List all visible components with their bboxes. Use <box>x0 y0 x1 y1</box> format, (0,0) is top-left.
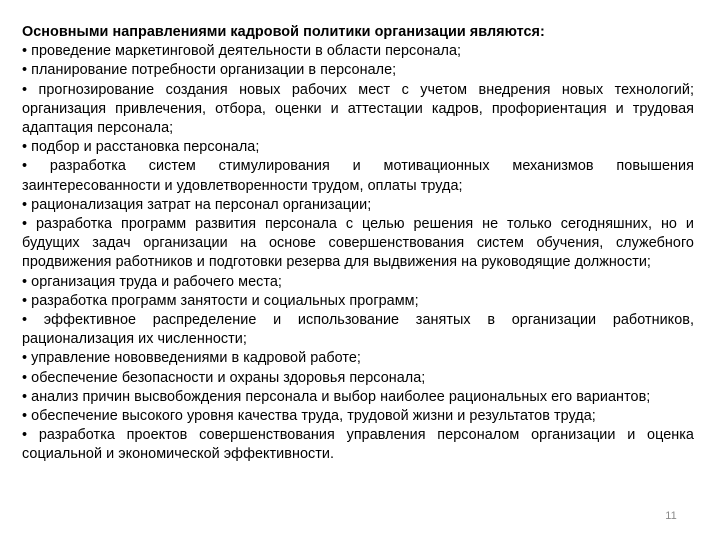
list-item: • разработка программ занятости и социальных программ; <box>22 292 419 309</box>
list-item: • рационализация затрат на персонал организации; <box>22 196 372 213</box>
list-item: • разработка систем стимулирования и мотивационных механизмов повышения заинтересованности и удовлетворенности трудом, оплаты труда; <box>22 158 694 194</box>
list-item: • обеспечение высокого уровня качества труда, трудовой жизни и результатов труда; <box>22 408 596 425</box>
list-item: • анализ причин высвобождения персонала и выбор наиболее рациональных его вариантов; <box>22 388 651 405</box>
list-item: • подбор и расстановка персонала; <box>22 139 260 156</box>
slide-body <box>22 23 694 465</box>
list-item: • эффективное распределение и использование занятых в организации работников, рационализация их численности; <box>22 312 694 348</box>
list-item: • планирование потребности организации в персонале; <box>22 62 397 79</box>
list-item: • организация труда и рабочего места; <box>22 273 282 290</box>
page-number: 11 <box>665 510 677 522</box>
list-item: • прогнозирование создания новых рабочих мест с учетом внедрения новых технологий; организация привлечения, отбора, оценки и аттестации кадров, профориентация и трудовая адаптация персонала; <box>22 81 694 137</box>
list-item: • проведение маркетинговой деятельности в области персонала; <box>22 43 462 60</box>
list-item: • разработка проектов совершенствования управления персоналом организации и оценка социальной и экономической эффективности. <box>22 427 694 463</box>
list-item: • разработка программ развития персонала с целью решения не только сегодняшних, но и будущих задач организации на основе совершенствования систем обучения, служебного продвижения работников и подготовки резерва для выдвижения на руководящие должности; <box>22 216 694 271</box>
slide-heading: Основными направлениями кадровой политики организации являются: <box>22 24 545 40</box>
list-item: • обеспечение безопасности и охраны здоровья персонала; <box>22 369 426 386</box>
list-item: • управление нововведениями в кадровой работе; <box>22 350 361 367</box>
